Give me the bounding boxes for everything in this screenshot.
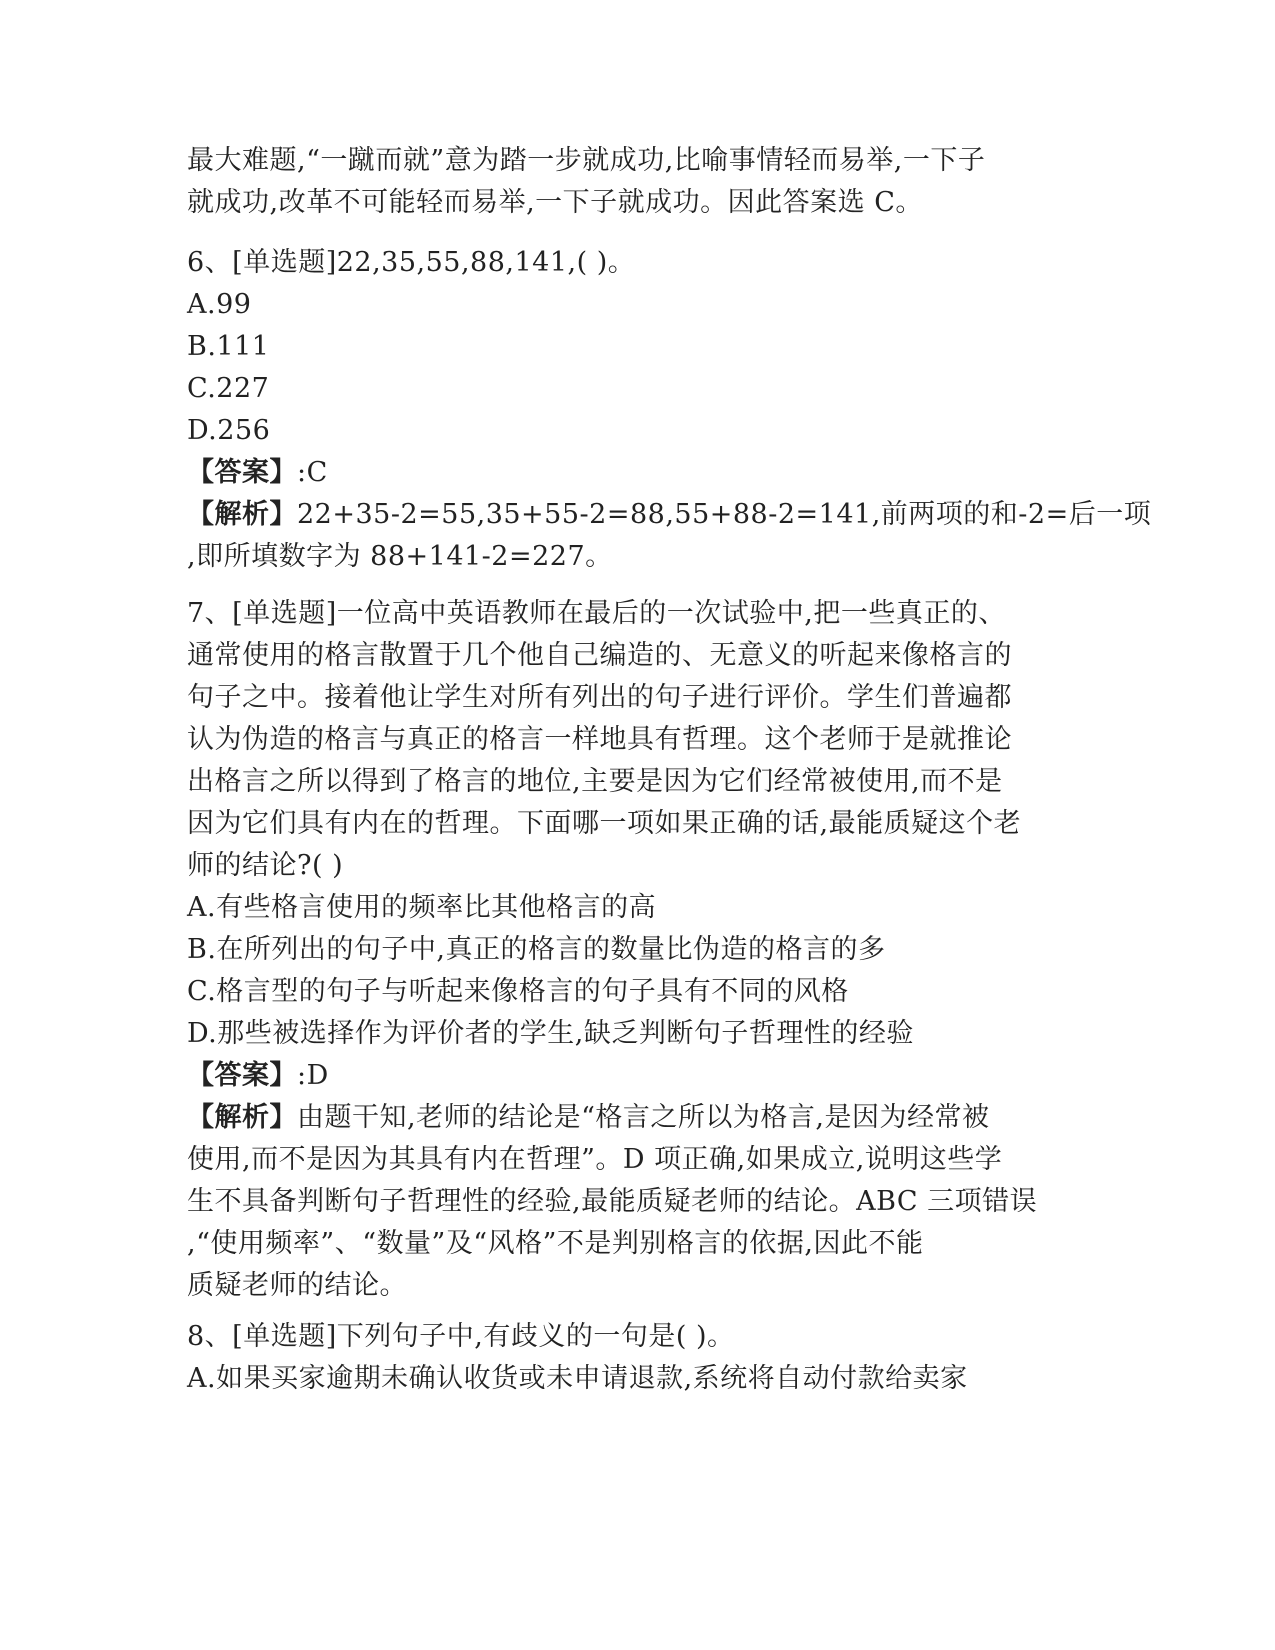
answer-value: :D	[297, 1060, 329, 1091]
answer-value: :C	[297, 457, 328, 488]
answer-label: 【答案】	[187, 1060, 297, 1091]
explanation-line: 就成功,改革不可能轻而易举,一下子就成功。因此答案选 C。	[187, 187, 923, 218]
analysis-line: 使用,而不是因为其具有内在哲理”。D 项正确,如果成立,说明这些学	[187, 1144, 1003, 1175]
explanation-line: 最大难题,“一蹴而就”意为踏一步就成功,比喻事情轻而易举,一下子	[187, 145, 986, 176]
analysis-line: ,“使用频率”、“数量”及“风格”不是判别格言的依据,因此不能	[187, 1228, 924, 1259]
prev-explanation	[187, 140, 1087, 224]
analysis-line	[187, 494, 1152, 536]
option-a: A.如果买家逾期未确认收货或未申请退款,系统将自动付款给卖家	[187, 1363, 968, 1394]
analysis-line: ,即所填数字为 88+141-2=227。	[187, 541, 613, 572]
option-b: B.在所列出的句子中,真正的格言的数量比伪造的格言的多	[187, 934, 886, 965]
option-d: D.那些被选择作为评价者的学生,缺乏判断句子哲理性的经验	[187, 1018, 914, 1049]
analysis-text: 22+35-2=55,35+55-2=88,55+88-2=141,前两项的和-2=后一项	[297, 499, 1152, 530]
analysis-label: 【解析】	[187, 1102, 297, 1133]
answer-line	[187, 452, 1087, 494]
answer-line	[187, 1055, 1087, 1097]
question-8	[187, 1316, 1087, 1400]
option-c: C.格言型的句子与听起来像格言的句子具有不同的风格	[187, 976, 849, 1007]
analysis-line: 生不具备判断句子哲理性的经验,最能质疑老师的结论。ABC 三项错误	[187, 1186, 1038, 1217]
question-stem-line: 认为伪造的格言与真正的格言一样地具有哲理。这个老师于是就推论	[187, 724, 1012, 755]
question-stem-line: 7、[单选题]一位高中英语教师在最后的一次试验中,把一些真正的、	[187, 598, 1006, 629]
answer-label: 【答案】	[187, 457, 297, 488]
question-stem: 6、[单选题]22,35,55,88,141,( )。	[187, 247, 636, 278]
option-d: D.256	[187, 415, 271, 446]
question-stem: 8、[单选题]下列句子中,有歧义的一句是( )。	[187, 1321, 735, 1352]
option-a: A.有些格言使用的频率比其他格言的高	[187, 892, 657, 923]
analysis-line	[187, 1097, 1087, 1139]
question-stem-line: 句子之中。接着他让学生对所有列出的句子进行评价。学生们普遍都	[187, 682, 1012, 713]
analysis-text: 由题干知,老师的结论是“格言之所以为格言,是因为经常被	[297, 1102, 990, 1133]
question-7	[187, 593, 1087, 1307]
analysis-label: 【解析】	[187, 499, 297, 530]
question-6	[187, 242, 1152, 578]
analysis-line: 质疑老师的结论。	[187, 1270, 407, 1301]
question-stem-line: 因为它们具有内在的哲理。下面哪一项如果正确的话,最能质疑这个老	[187, 808, 1022, 839]
option-a: A.99	[187, 289, 252, 320]
option-b: B.111	[187, 331, 270, 362]
question-stem-line: 师的结论?( )	[187, 850, 344, 881]
question-stem-line: 通常使用的格言散置于几个他自己编造的、无意义的听起来像格言的	[187, 640, 1012, 671]
question-stem-line: 出格言之所以得到了格言的地位,主要是因为它们经常被使用,而不是	[187, 766, 1003, 797]
option-c: C.227	[187, 373, 270, 404]
